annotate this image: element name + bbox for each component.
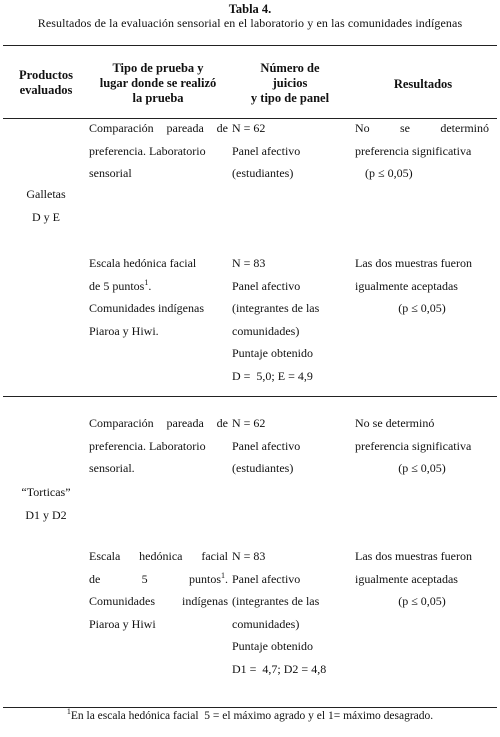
cell-line: Panel afectivo [232,143,301,158]
header-judgments-line: juicios [272,76,308,90]
bottom-rule [3,707,497,708]
cell-line: (p ≤ 0,05) [398,461,446,475]
product-line: “Torticas” [21,485,71,499]
test-cell [89,117,228,185]
header-products-line: evaluados [19,83,73,97]
footnote-marker: 1 [221,570,225,580]
cell-line: (p ≤ 0,05) [365,166,413,180]
cell-line: Piaroa y Hiwi. [89,323,159,338]
header-test-type [88,61,228,106]
cell-line: D = 5,0; E = 4,9 [232,368,313,383]
table-subtitle: Resultados de la evaluación sensorial en el laboratorio y en las comunidades indígenas [37,16,463,30]
cell-line: igualmente aceptadas [355,571,458,586]
cell-line: Puntaje obtenido [232,346,313,360]
cell-line: Escala hedónica facial [89,549,228,563]
cell-line: Comunidades indígenas [89,301,204,315]
header-test-line: la prueba [132,91,184,105]
results-cell [355,545,489,613]
header-results [354,77,492,92]
product-line: D1 y D2 [25,507,67,522]
test-cell [89,545,228,635]
cell-line: sensorial [89,166,132,180]
cell-line: igualmente aceptadas [355,278,458,293]
results-cell [355,117,489,185]
cell-line: (estudiantes) [232,461,294,475]
test-cell [89,412,228,480]
cell-line: preferencia significativa [355,143,472,158]
cell-line: (p ≤ 0,05) [398,594,446,608]
header-judgments-line: Número de [260,61,320,75]
cell-line: No se determinó [355,121,489,135]
cell-line: Las dos muestras fueron [355,549,472,563]
cell-line: Comparación pareada de [89,416,228,430]
product-line: D y E [32,209,60,224]
header-products [6,68,86,98]
cell-line: sensorial. [89,461,135,475]
cell-line: N = 62 [232,121,266,135]
product-line: Galletas [26,187,66,201]
judgments-cell [232,117,352,185]
cell-line: de 5 puntos$^1$. [89,277,152,293]
header-judgments-line: y tipo de panel [250,91,330,105]
cell-line: N = 83 [232,256,266,270]
footnote-marker: 1 [144,277,149,287]
cell-line: preferencia. Laboratorio [89,438,206,453]
cell-line-text: de 5 puntos [89,571,221,586]
results-cell [355,412,489,480]
header-results-line: Resultados [393,77,453,91]
results-cell [355,252,489,320]
header-test-line: lugar donde se realizó [99,76,217,90]
cell-line: de 5 puntos$^1$. [89,570,228,586]
cell-line: preferencia. Laboratorio [89,143,206,158]
cell-line: Panel afectivo [232,571,301,586]
cell-line: Panel afectivo [232,438,301,453]
cell-line: Piaroa y Hiwi [89,616,156,631]
cell-line: No se determinó [355,416,435,430]
footnote-text: En la escala hedónica facial 5 = el máximo agrado y el 1= máximo desagrado. [70,710,434,722]
cell-line: (estudiantes) [232,166,294,180]
judgments-cell [232,545,352,680]
cell-line: Comparación pareada de [89,121,228,135]
cell-line: preferencia significativa [355,438,472,453]
footnote-marker: 1 [66,707,71,717]
cell-line: Puntaje obtenido [232,639,313,653]
cell-line-text: de 5 puntos [89,278,145,293]
cell-line: N = 83 [232,549,266,563]
cell-line: (integrantes de las [232,594,320,608]
table-title: Tabla 4. [228,2,272,16]
test-cell [89,252,228,342]
cell-line: N = 62 [232,416,266,430]
footnote [0,707,500,722]
cell-line: Escala hedónica facial [89,256,197,270]
header-products-line: Productos [19,68,73,82]
cell-line: Comunidades indígenas [89,594,228,608]
top-rule [3,45,497,46]
header-test-line: Tipo de prueba y [112,61,204,75]
cell-line: (p ≤ 0,05) [398,301,446,315]
product-torticas [6,481,86,526]
judgments-cell [232,252,352,387]
cell-line: (integrantes de las [232,301,320,315]
cell-line: Panel afectivo [232,278,301,293]
cell-line: comunidades) [232,323,300,338]
judgments-cell [232,412,352,480]
cell-line: comunidades) [232,616,300,631]
product-galletas [6,183,86,228]
header-judgments [230,61,350,106]
cell-line: Las dos muestras fueron [355,256,472,270]
group-rule [3,396,497,397]
cell-line: D1 = 4,7; D2 = 4,8 [232,661,327,676]
